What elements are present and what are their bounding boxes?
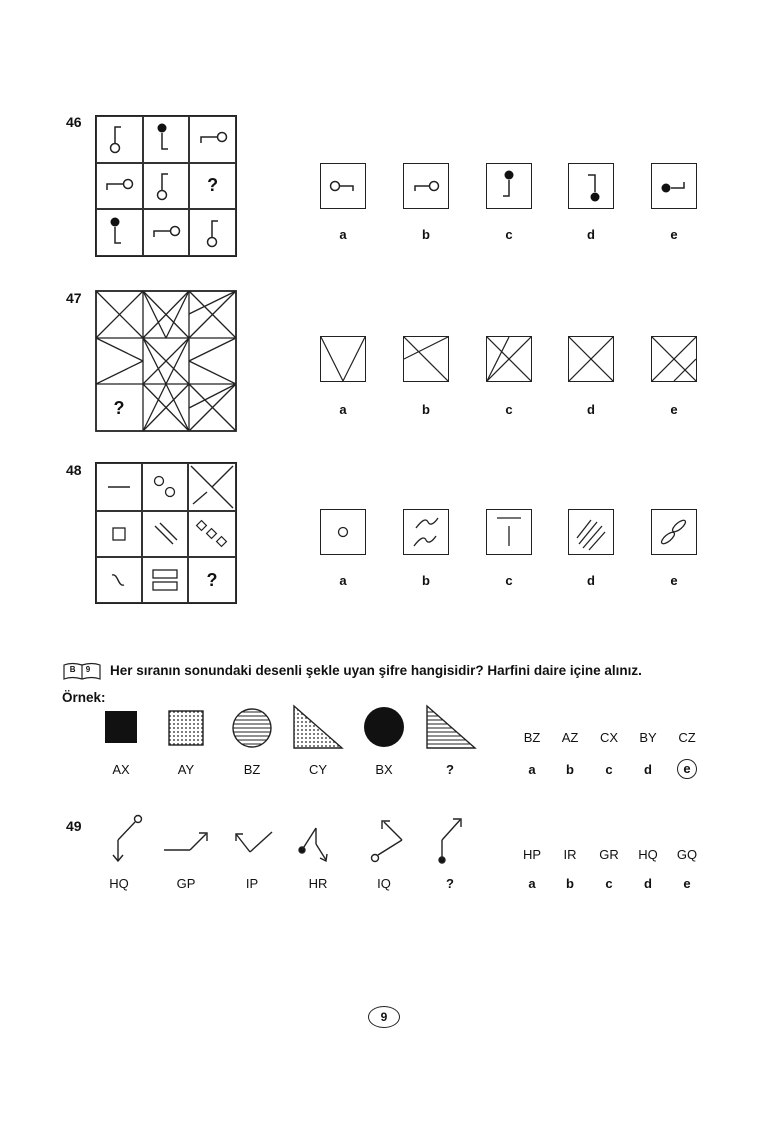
example-shape-code: AY bbox=[177, 762, 195, 777]
q48-option-label: d bbox=[587, 573, 595, 588]
q49-answer-code: GR bbox=[599, 847, 619, 862]
q47-option-e[interactable] bbox=[651, 336, 697, 382]
example-shape-code: AX bbox=[112, 762, 130, 777]
q48-option-b[interactable] bbox=[403, 509, 449, 555]
q48-cell bbox=[96, 463, 142, 511]
q49-shape-code: ? bbox=[446, 876, 454, 891]
q48-cell bbox=[142, 511, 188, 557]
q48-option-label: e bbox=[670, 573, 678, 588]
q48-option-label: b bbox=[422, 573, 430, 588]
q47-option-b[interactable] bbox=[403, 336, 449, 382]
q48-cell bbox=[188, 463, 236, 511]
q47-option-c[interactable] bbox=[486, 336, 532, 382]
example-answer-code: AZ bbox=[561, 730, 579, 745]
example-answer-letter[interactable]: c bbox=[605, 762, 613, 777]
example-answer-letter[interactable]: a bbox=[528, 762, 536, 777]
example-answer-code: CZ bbox=[678, 730, 696, 745]
q47-option-label: e bbox=[670, 402, 678, 417]
q47-grid bbox=[95, 290, 237, 432]
q47-option-label: b bbox=[422, 402, 430, 417]
q46-option-c[interactable] bbox=[486, 163, 532, 209]
example-shape-striped-triangle bbox=[425, 704, 477, 750]
example-shape-striped-circle bbox=[231, 707, 273, 749]
example-answer-code: CX bbox=[599, 730, 619, 745]
question-number-49: 49 bbox=[66, 818, 82, 834]
section-book-icon bbox=[62, 661, 102, 681]
page-number-text: 9 bbox=[380, 1010, 388, 1024]
example-shape-dotted-triangle bbox=[292, 704, 344, 750]
q48-option-c[interactable] bbox=[486, 509, 532, 555]
example-shape-code: ? bbox=[446, 762, 454, 777]
question-number-46: 46 bbox=[66, 114, 82, 130]
section-book-icon-text: B 9 bbox=[69, 665, 95, 674]
q46-option-d[interactable] bbox=[568, 163, 614, 209]
circled-answer: e bbox=[677, 759, 697, 779]
q49-shape-code: HQ bbox=[109, 876, 129, 891]
q47-option-d[interactable] bbox=[568, 336, 614, 382]
q49-shape-1 bbox=[106, 812, 146, 868]
q47-option-a[interactable] bbox=[320, 336, 366, 382]
q49-answer-letter[interactable]: a bbox=[528, 876, 536, 891]
example-answer-letter[interactable]: d bbox=[644, 762, 652, 777]
q47-option-label: c bbox=[505, 402, 513, 417]
q47-missing-cell: ? bbox=[113, 397, 125, 418]
q46-missing-cell: ? bbox=[189, 163, 236, 210]
q49-shape-2 bbox=[162, 826, 212, 856]
example-shape-black-circle bbox=[363, 706, 405, 748]
example-shape-code: BX bbox=[375, 762, 393, 777]
q49-answer-code: GQ bbox=[676, 847, 698, 862]
q46-option-label: b bbox=[422, 227, 430, 242]
q48-option-label: a bbox=[339, 573, 347, 588]
q49-answer-code: HQ bbox=[638, 847, 658, 862]
q46-cell bbox=[143, 163, 190, 210]
question-number-47: 47 bbox=[66, 290, 82, 306]
q49-shape-3 bbox=[232, 828, 276, 860]
q47-option-label: a bbox=[339, 402, 347, 417]
q48-cell bbox=[142, 463, 188, 511]
q46-cell bbox=[189, 116, 236, 163]
q49-answer-letter[interactable]: b bbox=[566, 876, 574, 891]
section-instruction: Her sıranın sonundaki desenli şekle uyan şifre hangisidir? Harfini daire içine alınız. bbox=[110, 663, 642, 678]
q49-answer-letter[interactable]: c bbox=[605, 876, 613, 891]
q46-option-label: d bbox=[587, 227, 595, 242]
q48-grid bbox=[95, 462, 237, 604]
q49-shape-4 bbox=[296, 820, 336, 866]
example-answer-letter-circled[interactable] bbox=[667, 759, 707, 779]
example-shape-code: CY bbox=[308, 762, 328, 777]
q48-option-d[interactable] bbox=[568, 509, 614, 555]
q47-option-label: d bbox=[587, 402, 595, 417]
example-label: Örnek: bbox=[62, 690, 106, 705]
q46-cell bbox=[189, 209, 236, 256]
q46-option-e[interactable] bbox=[651, 163, 697, 209]
q46-grid bbox=[95, 115, 237, 257]
page-number bbox=[368, 1006, 400, 1028]
q46-cell bbox=[143, 209, 190, 256]
q46-cell bbox=[143, 116, 190, 163]
q46-option-a[interactable] bbox=[320, 163, 366, 209]
q46-cell bbox=[96, 209, 143, 256]
q49-shape-6 bbox=[430, 812, 470, 868]
q46-cell bbox=[96, 116, 143, 163]
example-answer-code: BY bbox=[639, 730, 657, 745]
q49-shape-code: IP bbox=[245, 876, 259, 891]
q46-cell bbox=[96, 163, 143, 210]
example-shape-code: BZ bbox=[243, 762, 261, 777]
q49-answer-code: HP bbox=[522, 847, 542, 862]
example-shape-black-square bbox=[104, 710, 138, 744]
q49-answer-letter[interactable]: d bbox=[644, 876, 652, 891]
q48-option-label: c bbox=[505, 573, 513, 588]
q48-missing-cell: ? bbox=[188, 557, 236, 603]
q46-option-label: a bbox=[339, 227, 347, 242]
q49-shape-5 bbox=[368, 816, 408, 866]
q49-answer-code: IR bbox=[563, 847, 577, 862]
example-shape-dotted-square bbox=[168, 710, 204, 746]
q46-option-b[interactable] bbox=[403, 163, 449, 209]
q48-cell bbox=[188, 511, 236, 557]
q49-shape-code: GP bbox=[176, 876, 196, 891]
q46-option-label: c bbox=[505, 227, 513, 242]
example-answer-letter[interactable]: b bbox=[566, 762, 574, 777]
q48-cell bbox=[96, 557, 142, 603]
q48-cell bbox=[142, 557, 188, 603]
q49-shape-code: IQ bbox=[377, 876, 391, 891]
q49-shape-code: HR bbox=[308, 876, 328, 891]
example-answer-code: BZ bbox=[523, 730, 541, 745]
question-number-48: 48 bbox=[66, 462, 82, 478]
q48-option-a[interactable] bbox=[320, 509, 366, 555]
q48-cell bbox=[96, 511, 142, 557]
q46-option-label: e bbox=[670, 227, 678, 242]
q48-option-e[interactable] bbox=[651, 509, 697, 555]
q49-answer-letter[interactable]: e bbox=[683, 876, 691, 891]
